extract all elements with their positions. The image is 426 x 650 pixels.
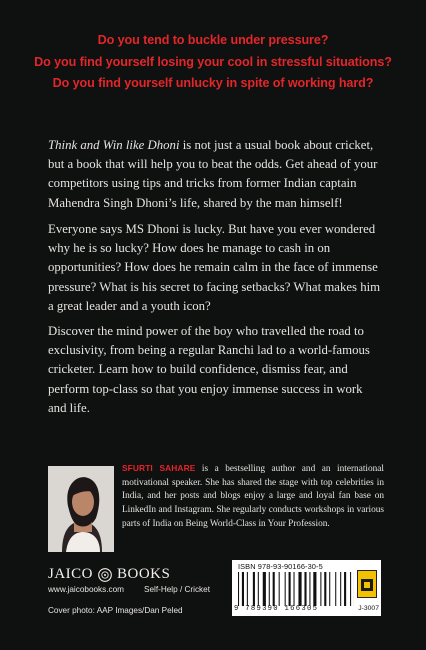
publisher-emblem-icon <box>98 568 112 582</box>
isbn-text: ISBN 978-93-90166-30-5 <box>238 562 323 571</box>
book-title: Think and Win like Dhoni <box>48 138 180 152</box>
barcode-box <box>232 560 381 616</box>
author-name: SFURTI SAHARE <box>122 463 196 473</box>
jaico-badge-icon <box>357 570 377 598</box>
author-photo <box>48 466 114 552</box>
barcode-digits: 9 789390 166305 <box>234 605 319 613</box>
barcode-bars <box>238 572 354 606</box>
book-category: Self-Help / Cricket <box>144 585 210 594</box>
author-bio <box>122 462 384 532</box>
cover-photo-credit: Cover photo: AAP Images/Dan Peled <box>48 606 183 615</box>
author-portrait-image <box>48 466 114 552</box>
question-1: Do you tend to buckle under pressure? <box>97 33 329 47</box>
publisher-website: www.jaicobooks.com <box>48 585 124 594</box>
author-bio-text: is a bestselling author and an international motivational speaker. She has shared the stage with top celebrities in India, and her posts and blogs enjoy a large and loyal fan base on LinkedIn and Instagram. She regularly conducts workshops in various parts of India on Being World-Class in Your Profession. <box>122 464 385 529</box>
publisher-logo <box>48 566 170 583</box>
sku-code: J-3007 <box>358 605 379 612</box>
intro-paragraph <box>48 136 384 213</box>
publisher-name-left: JAICO <box>48 566 94 582</box>
questions-block <box>0 30 426 95</box>
intro-text: is not just a usual book about cricket, but a book that will help you to beat the odds. Get ahead of your competitors using tips and tricks from former Indian captain Mahendra Singh Dhoni’s life, shared by the man himself! <box>48 138 378 210</box>
question-2: Do you find yourself losing your cool in stressful situations? <box>34 54 392 69</box>
dhoni-luck-paragraph: Everyone says MS Dhoni is lucky. But have you ever wondered why he is so lucky? How does he manage to cash in on opportunities? How does he remain calm in the face of immense pressure? What is his secret to facing setbacks? What makes him a great leader and a youth icon? <box>48 222 381 313</box>
discover-paragraph: Discover the mind power of the boy who travelled the road to exclusivity, from being a regular Ranchi lad to a world-famous cricketer. Learn how to build confidence, dismiss fear, and perform top-class so that you enjoy immense success in work and life. <box>48 324 370 415</box>
question-3: Do you find yourself unlucky in spite of working hard? <box>52 76 374 90</box>
publisher-name-right: BOOKS <box>117 566 171 582</box>
